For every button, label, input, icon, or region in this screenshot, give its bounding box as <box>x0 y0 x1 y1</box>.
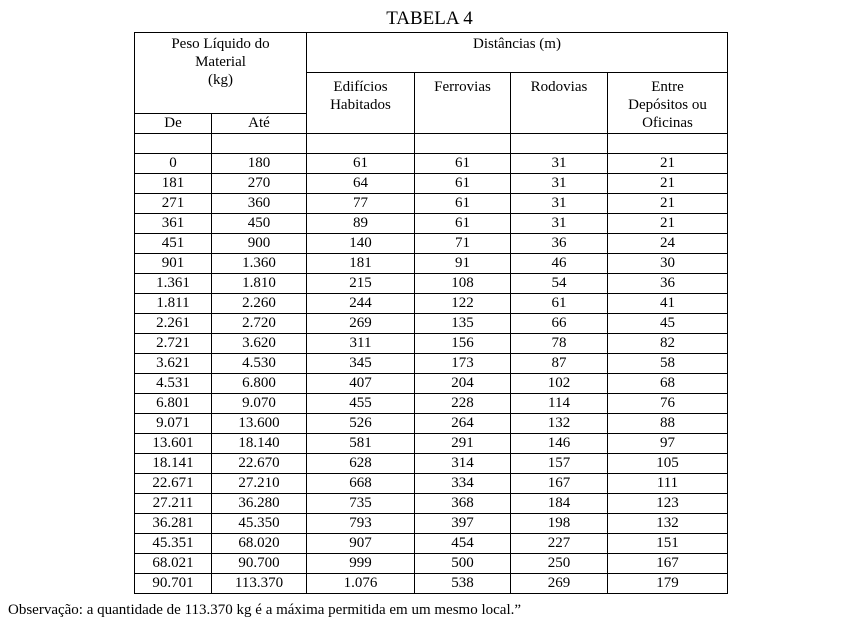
cell-buildings: 89 <box>307 214 415 234</box>
cell-to: 1.360 <box>212 254 307 274</box>
cell-buildings: 244 <box>307 294 415 314</box>
col-header-depots-line2: Depósitos ou <box>628 97 707 113</box>
table-row <box>135 354 728 374</box>
cell-depots: 45 <box>608 314 728 334</box>
table-title: TABELA 4 <box>386 8 473 29</box>
cell-railways: 264 <box>415 414 511 434</box>
cell-from: 1.811 <box>135 294 212 314</box>
cell-buildings: 628 <box>307 454 415 474</box>
cell-highways: 54 <box>511 274 608 294</box>
table-row <box>135 374 728 394</box>
table-row <box>135 574 728 594</box>
footnote: Observação: a quantidade de 113.370 kg é a máxima permitida em um mesmo local.” <box>8 602 522 618</box>
table-row <box>135 534 728 554</box>
cell-highways: 31 <box>511 174 608 194</box>
table-row <box>135 554 728 574</box>
cell-highways: 250 <box>511 554 608 574</box>
cell-highways: 46 <box>511 254 608 274</box>
cell-railways: 314 <box>415 454 511 474</box>
cell-buildings: 181 <box>307 254 415 274</box>
cell-depots: 151 <box>608 534 728 554</box>
cell-depots: 179 <box>608 574 728 594</box>
cell-from: 3.621 <box>135 354 212 374</box>
cell-to: 3.620 <box>212 334 307 354</box>
cell-railways: 135 <box>415 314 511 334</box>
cell-depots: 105 <box>608 454 728 474</box>
distances-header-label: Distâncias (m) <box>473 36 561 52</box>
cell-buildings: 311 <box>307 334 415 354</box>
cell-railways: 61 <box>415 174 511 194</box>
cell-highways: 269 <box>511 574 608 594</box>
cell-highways: 227 <box>511 534 608 554</box>
weight-header-line1: Peso Líquido do <box>171 36 270 52</box>
cell-to: 2.720 <box>212 314 307 334</box>
cell-to: 90.700 <box>212 554 307 574</box>
table-row <box>135 234 728 254</box>
cell-from: 27.211 <box>135 494 212 514</box>
cell-highways: 31 <box>511 194 608 214</box>
cell-from: 68.021 <box>135 554 212 574</box>
cell-depots: 111 <box>608 474 728 494</box>
cell-depots: 21 <box>608 154 728 174</box>
cell-buildings: 999 <box>307 554 415 574</box>
cell-depots: 97 <box>608 434 728 454</box>
spacer-cell <box>307 134 415 154</box>
cell-railways: 71 <box>415 234 511 254</box>
cell-railways: 108 <box>415 274 511 294</box>
cell-depots: 76 <box>608 394 728 414</box>
col-header-highways <box>511 73 608 134</box>
cell-highways: 184 <box>511 494 608 514</box>
table-row <box>135 174 728 194</box>
cell-railways: 228 <box>415 394 511 414</box>
cell-railways: 61 <box>415 214 511 234</box>
cell-to: 1.810 <box>212 274 307 294</box>
weight-header-unit: (kg) <box>208 72 233 88</box>
col-header-depots <box>608 73 728 134</box>
cell-railways: 291 <box>415 434 511 454</box>
cell-buildings: 345 <box>307 354 415 374</box>
table-row <box>135 294 728 314</box>
cell-to: 360 <box>212 194 307 214</box>
table-row <box>135 414 728 434</box>
weight-header <box>135 33 307 114</box>
cell-buildings: 407 <box>307 374 415 394</box>
cell-depots: 24 <box>608 234 728 254</box>
cell-railways: 500 <box>415 554 511 574</box>
cell-depots: 36 <box>608 274 728 294</box>
cell-railways: 368 <box>415 494 511 514</box>
cell-railways: 61 <box>415 154 511 174</box>
cell-from: 2.261 <box>135 314 212 334</box>
cell-to: 270 <box>212 174 307 194</box>
cell-from: 13.601 <box>135 434 212 454</box>
cell-highways: 78 <box>511 334 608 354</box>
table-row <box>135 254 728 274</box>
cell-buildings: 140 <box>307 234 415 254</box>
cell-buildings: 269 <box>307 314 415 334</box>
cell-buildings: 581 <box>307 434 415 454</box>
cell-to: 6.800 <box>212 374 307 394</box>
cell-depots: 21 <box>608 174 728 194</box>
cell-from: 901 <box>135 254 212 274</box>
table-row <box>135 154 728 174</box>
spacer-cell <box>415 134 511 154</box>
table-row <box>135 394 728 414</box>
cell-highways: 61 <box>511 294 608 314</box>
cell-highways: 31 <box>511 154 608 174</box>
cell-to: 36.280 <box>212 494 307 514</box>
col-header-highways-label: Rodovias <box>530 79 588 95</box>
distance-table <box>134 32 728 594</box>
cell-railways: 122 <box>415 294 511 314</box>
cell-buildings: 64 <box>307 174 415 194</box>
cell-depots: 41 <box>608 294 728 314</box>
cell-from: 361 <box>135 214 212 234</box>
col-header-railways-label: Ferrovias <box>434 79 491 95</box>
col-header-depots-line3: Oficinas <box>642 115 693 131</box>
cell-railways: 334 <box>415 474 511 494</box>
cell-highways: 36 <box>511 234 608 254</box>
cell-buildings: 215 <box>307 274 415 294</box>
table-row <box>135 494 728 514</box>
cell-buildings: 61 <box>307 154 415 174</box>
cell-from: 181 <box>135 174 212 194</box>
table-row <box>135 194 728 214</box>
cell-highways: 102 <box>511 374 608 394</box>
cell-railways: 204 <box>415 374 511 394</box>
cell-to: 22.670 <box>212 454 307 474</box>
cell-highways: 87 <box>511 354 608 374</box>
table-row <box>135 434 728 454</box>
table-row <box>135 314 728 334</box>
cell-to: 9.070 <box>212 394 307 414</box>
cell-buildings: 735 <box>307 494 415 514</box>
cell-highways: 157 <box>511 454 608 474</box>
cell-depots: 88 <box>608 414 728 434</box>
cell-to: 4.530 <box>212 354 307 374</box>
cell-depots: 30 <box>608 254 728 274</box>
cell-to: 900 <box>212 234 307 254</box>
cell-highways: 132 <box>511 414 608 434</box>
col-header-depots-line1: Entre <box>651 79 684 95</box>
cell-to: 27.210 <box>212 474 307 494</box>
cell-from: 9.071 <box>135 414 212 434</box>
cell-highways: 146 <box>511 434 608 454</box>
col-header-railways <box>415 73 511 134</box>
cell-railways: 91 <box>415 254 511 274</box>
cell-depots: 123 <box>608 494 728 514</box>
table-row <box>135 334 728 354</box>
table-row <box>135 454 728 474</box>
col-header-buildings-line2: Habitados <box>330 97 391 113</box>
cell-railways: 538 <box>415 574 511 594</box>
spacer-cell <box>135 134 212 154</box>
cell-buildings: 526 <box>307 414 415 434</box>
cell-railways: 61 <box>415 194 511 214</box>
cell-highways: 31 <box>511 214 608 234</box>
cell-buildings: 455 <box>307 394 415 414</box>
cell-to: 68.020 <box>212 534 307 554</box>
cell-buildings: 668 <box>307 474 415 494</box>
weight-header-line2: Material <box>195 54 246 70</box>
cell-buildings: 793 <box>307 514 415 534</box>
cell-depots: 21 <box>608 194 728 214</box>
cell-from: 22.671 <box>135 474 212 494</box>
cell-from: 451 <box>135 234 212 254</box>
cell-highways: 167 <box>511 474 608 494</box>
col-header-buildings <box>307 73 415 134</box>
cell-to: 450 <box>212 214 307 234</box>
col-header-buildings-line1: Edifícios <box>333 79 388 95</box>
cell-depots: 132 <box>608 514 728 534</box>
cell-railways: 454 <box>415 534 511 554</box>
cell-from: 2.721 <box>135 334 212 354</box>
cell-highways: 198 <box>511 514 608 534</box>
cell-to: 180 <box>212 154 307 174</box>
cell-highways: 114 <box>511 394 608 414</box>
cell-highways: 66 <box>511 314 608 334</box>
distances-header <box>307 33 728 73</box>
cell-from: 271 <box>135 194 212 214</box>
cell-buildings: 907 <box>307 534 415 554</box>
cell-from: 18.141 <box>135 454 212 474</box>
cell-from: 4.531 <box>135 374 212 394</box>
cell-from: 45.351 <box>135 534 212 554</box>
col-header-from: De <box>135 114 212 134</box>
cell-depots: 82 <box>608 334 728 354</box>
spacer-cell <box>511 134 608 154</box>
col-header-to: Até <box>212 114 307 134</box>
cell-from: 0 <box>135 154 212 174</box>
table-row <box>135 474 728 494</box>
cell-depots: 167 <box>608 554 728 574</box>
spacer-cell <box>608 134 728 154</box>
table-body <box>135 154 728 594</box>
cell-to: 113.370 <box>212 574 307 594</box>
cell-from: 90.701 <box>135 574 212 594</box>
cell-to: 2.260 <box>212 294 307 314</box>
cell-to: 13.600 <box>212 414 307 434</box>
table-row <box>135 274 728 294</box>
cell-from: 1.361 <box>135 274 212 294</box>
cell-railways: 397 <box>415 514 511 534</box>
cell-railways: 173 <box>415 354 511 374</box>
cell-buildings: 77 <box>307 194 415 214</box>
cell-depots: 58 <box>608 354 728 374</box>
spacer-cell <box>212 134 307 154</box>
cell-depots: 68 <box>608 374 728 394</box>
cell-from: 36.281 <box>135 514 212 534</box>
cell-to: 45.350 <box>212 514 307 534</box>
cell-to: 18.140 <box>212 434 307 454</box>
cell-railways: 156 <box>415 334 511 354</box>
table-row <box>135 214 728 234</box>
cell-depots: 21 <box>608 214 728 234</box>
cell-from: 6.801 <box>135 394 212 414</box>
cell-buildings: 1.076 <box>307 574 415 594</box>
table-row <box>135 514 728 534</box>
